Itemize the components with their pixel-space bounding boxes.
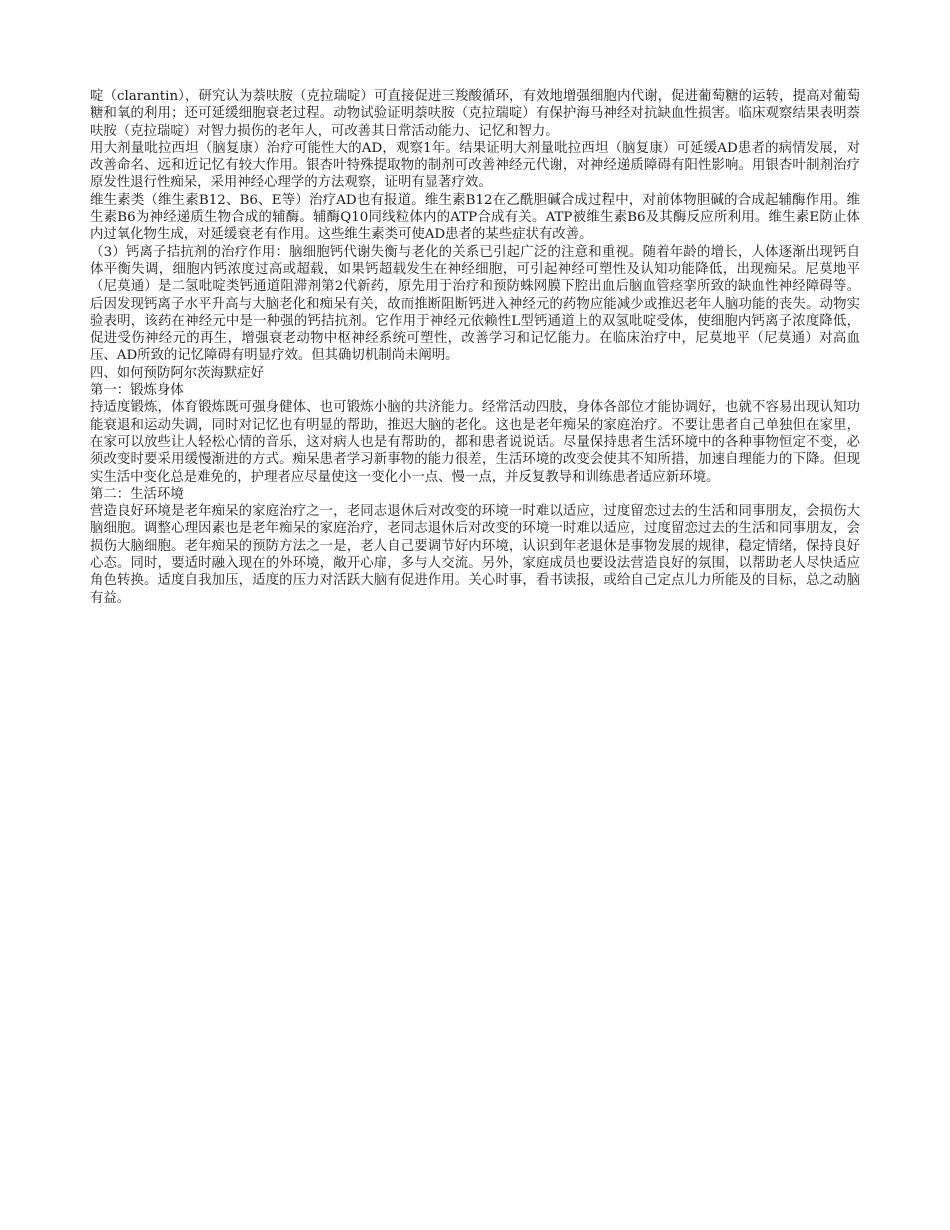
paragraph-piracetam: 用大剂量吡拉西坦（脑复康）治疗可能性大的AD，观察1年。结果证明大剂量吡拉西坦（脑复康）可延缓AD患者的病情发展，对改善命名、远和近记忆有较大作用。银杏叶特殊提取物的制剂可改善神经元代谢，对神经递质障碍有阳性影响。用银杏叶制剂治疗原发性退行性痴呆，采用神经心理学的方法观察，证明有显著疗效。 [90, 140, 860, 191]
section-heading-prevention: 四、如何预防阿尔茨海默症好 [90, 365, 265, 381]
subheading-environment: 第二：生活环境 [90, 486, 184, 502]
document-body [90, 88, 860, 607]
paragraph-vitamins: 维生素类（维生素B12、B6、E等）治疗AD也有报道。维生素B12在乙酰胆碱合成过程中，对前体物胆碱的合成起辅酶作用。维生素B6为神经递质生物合成的辅酶。辅酶Q10同线粒体内的ATP合成有关。ATP被维生素B6及其酶反应所利用。维生素E防止体内过氧化物生成，对延缓衰老有作用。这些维生素类可使AD患者的某些症状有改善。 [90, 192, 860, 243]
paragraph-exercise: 持适度锻炼，体育锻炼既可强身健体、也可锻炼小脑的共济能力。经常活动四肢，身体各部位才能协调好，也就不容易出现认知功能衰退和运动失调，同时对记忆也有明显的帮助，推迟大脑的老化。这也是老年痴呆的家庭治疗。不要让患者自己单独但在家里，在家可以放些让人轻松心情的音乐，这对病人也是有帮助的，都和患者说说话。尽量保持患者生活环境中的各种事物恒定不变，必须改变时要采用缓慢渐进的方式。痴呆患者学习新事物的能力很差，生活环境的改变会使其不知所措，加速自理能力的下降。但现实生活中变化总是难免的，护理者应尽量使这一变化小一点、慢一点，并反复教导和训练患者适应新环境。 [90, 400, 860, 485]
paragraph-environment: 营造良好环境是老年痴呆的家庭治疗之一，老同志退休后对改变的环境一时难以适应，过度留恋过去的生活和同事朋友，会损伤大脑细胞。调整心理因素也是老年痴呆的家庭治疗，老同志退休后对改变的环境一时难以适应，过度留恋过去的生活和同事朋友，会损伤大脑细胞。老年痴呆的预防方法之一是，老人自己要调节好内环境，认识到年老退休是事物发展的规律，稳定情绪，保持良好心态。同时，要适时融入现在的外环境，敞开心扉，多与人交流。另外，家庭成员也要设法营造良好的氛围，以帮助老人尽快适应角色转换。适度自我加压，适度的压力对活跃大脑有促进作用。关心时事，看书读报，或给自己定点儿力所能及的目标，总之动脑有益。 [90, 504, 860, 606]
subheading-exercise: 第一：锻炼身体 [90, 383, 184, 399]
paragraph-clarantin: 啶（clarantin），研究认为萘呋胺（克拉瑞啶）可直接促进三羧酸循环，有效地增强细胞内代谢，促进葡萄糖的运转，提高对葡萄糖和氧的利用；还可延缓细胞衰老过程。动物试验证明萘呋胺（克拉瑞啶）有保护海马神经对抗缺血性损害。临床观察结果表明萘呋胺（克拉瑞啶）对智力损伤的老年人，可改善其日常活动能力、记忆和智力。 [90, 89, 860, 139]
paragraph-calcium-antagonists: （3）钙离子拮抗剂的治疗作用：脑细胞钙代谢失衡与老化的关系已引起广泛的注意和重视。随着年龄的增长，人体逐渐出现钙自体平衡失调，细胞内钙浓度过高或超载，如果钙超载发生在神经细胞，可引起神经可塑性及认知功能降低，出现痴呆。尼莫地平（尼莫通）是二氢吡啶类钙通道阻滞剂第2代新药，原先用于治疗和预防蛛网膜下腔出血后脑血管痉挛所致的缺血性神经障碍等。后因发现钙离子水平升高与大脑老化和痴呆有关，故而推断阻断钙进入神经元的药物应能减少或推迟老年人脑功能的丧失。动物实验表明，该药在神经元中是一种强的钙拮抗剂。它作用于神经元依赖性L型钙通道上的双氢吡啶受体，使细胞内钙离子浓度降低，促进受伤神经元的再生，增强衰老动物中枢神经系统可塑性，改善学习和记忆能力。在临床治疗中，尼莫地平（尼莫通）对高血压、AD所致的记忆障碍有明显疗效。但其确切机制尚未阐明。 [90, 244, 860, 364]
